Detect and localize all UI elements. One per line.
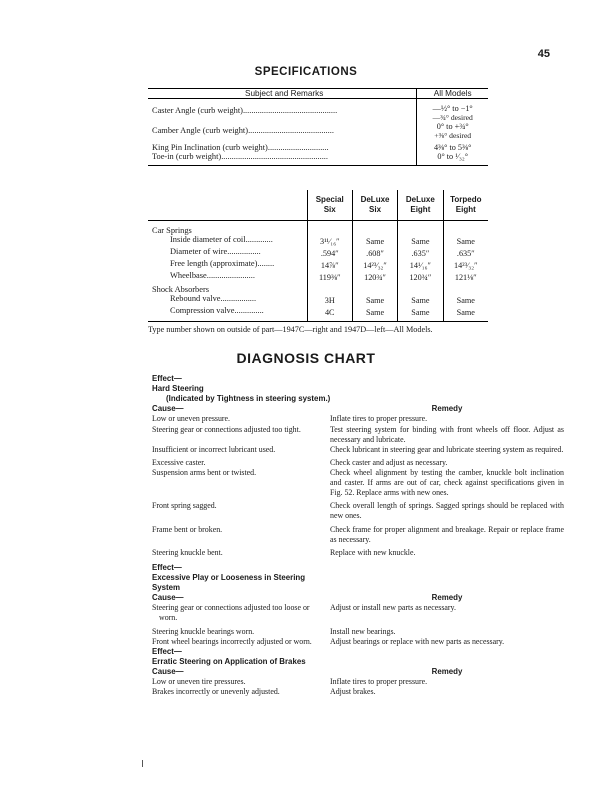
diagnosis-row	[152, 501, 564, 521]
diagnosis-row	[152, 468, 564, 498]
springs-cell: Same	[443, 235, 488, 247]
remedy-label: Remedy	[431, 404, 463, 414]
page-number: 45	[537, 48, 550, 60]
table-row: King Pin Inclination (curb weight).............................	[152, 143, 329, 152]
springs-cell: Same	[352, 294, 397, 306]
spec-row-value: 0° to +¾°	[436, 122, 469, 131]
cause-label: Cause—	[152, 666, 184, 676]
springs-col-special-six: Special Six	[307, 190, 352, 221]
spec-row-value: 0° to ¹⁄₃₂°	[437, 152, 468, 161]
cause-text: Low or uneven tire pressures.	[152, 677, 246, 687]
effect-title: Hard Steering	[152, 384, 204, 394]
cause-text: Steering gear or connections adjusted too loose or worn.	[152, 603, 310, 623]
springs-cell: Same	[398, 306, 443, 321]
spec-header-models: All Models	[417, 89, 488, 99]
springs-cell: Same	[352, 235, 397, 247]
springs-row-label: Compression valve	[170, 306, 235, 315]
remedy-label: Remedy	[431, 666, 463, 676]
spec-row-label: Toe-in (curb weight)	[152, 152, 222, 161]
diagnosis-row	[152, 687, 564, 697]
cause-text: Front spring sagged.	[152, 501, 217, 511]
spec-row-label: Caster Angle (curb weight)	[152, 106, 243, 115]
spec-row-label: King Pin Inclination (curb weight)	[152, 143, 268, 152]
remedy-text: Install new bearings.	[330, 626, 396, 636]
table-row: Toe-in (curb weight)...................................................	[148, 152, 417, 166]
remedy-text: Adjust bearings or replace with new parts as necessary.	[330, 636, 505, 646]
cause-text: Steering gear or connections adjusted too tight.	[152, 424, 301, 434]
springs-row-label: Rebound valve	[170, 294, 221, 303]
cause-text: Steering knuckle bent.	[152, 547, 223, 557]
diagnosis-row	[152, 637, 564, 647]
springs-col-deluxe-six: DeLuxe Six	[352, 190, 397, 221]
diagnosis-row	[152, 525, 564, 545]
remedy-text: Adjust or install new parts as necessary.	[330, 603, 456, 613]
diagnosis-row	[152, 458, 564, 468]
diagnosis-row	[152, 627, 564, 637]
springs-row-label: Free length (approximate)	[170, 259, 258, 268]
springs-cell: 120¾″	[352, 271, 397, 283]
springs-col-torpedo-eight: Torpedo Eight	[443, 190, 488, 221]
remedy-text: Inflate tires to proper pressure.	[330, 414, 428, 424]
springs-cell: 14²³⁄₃₂″	[352, 259, 397, 271]
springs-cell: Same	[398, 294, 443, 306]
diagnosis-row	[152, 414, 564, 424]
effect-subtitle: (Indicated by Tightness in steering system.)	[166, 394, 331, 404]
springs-cell: Same	[443, 294, 488, 306]
remedy-text: Check lubricant in steering gear and lubricate steering system as required.	[330, 444, 564, 454]
springs-table	[148, 190, 488, 322]
remedy-label: Remedy	[431, 593, 463, 603]
effect-label: Effect—	[152, 562, 182, 572]
springs-cell: .608″	[352, 247, 397, 259]
spec-row-value: 4⅜° to 5⅜°	[433, 143, 472, 152]
springs-cell: Same	[443, 306, 488, 321]
remedy-text: Replace with new knuckle.	[330, 547, 416, 557]
cause-text: Suspension arms bent or twisted.	[152, 467, 257, 477]
remedy-text: Check frame for proper alignment and breakage. Repair or replace frame as necessary.	[330, 524, 564, 544]
cause-text: Brakes incorrectly or unevenly adjusted.	[152, 687, 280, 697]
remedy-text: Check caster and adjust as necessary.	[330, 457, 448, 467]
diagnosis-chart-heading: DIAGNOSIS CHART	[236, 350, 376, 366]
remedy-text: Inflate tires to proper pressure.	[330, 677, 428, 687]
diagnosis-row	[152, 677, 564, 687]
cause-label: Cause—	[152, 593, 184, 603]
table-row: Free length (approximate)........ 14⅞″ 14²³⁄₃₂″ 14¹⁄₁₆″ 14²³⁄₃₂″	[148, 259, 488, 271]
springs-cell: 4C	[307, 306, 352, 321]
springs-cell: Same	[352, 306, 397, 321]
springs-cell: 3¹¹⁄₁₆″	[307, 235, 352, 247]
page-edge-mark	[142, 760, 143, 767]
cause-label: Cause—	[152, 404, 184, 414]
spec-row-value-note: +⅜° desired	[434, 131, 472, 140]
springs-cell: 14⅞″	[307, 259, 352, 271]
remedy-text: Adjust brakes.	[330, 687, 376, 697]
remedy-text: Check wheel alignment by testing the camber, knuckle bolt inclination and caster. If arms are out of car, check against specifications given in Fig. 52. Replace arms with new ones.	[330, 467, 564, 498]
diagnosis-row	[152, 603, 564, 623]
specifications-table	[148, 88, 488, 166]
specifications-heading: SPECIFICATIONS	[254, 66, 358, 78]
table-row: Rebound valve................. 3H Same Same Same	[148, 294, 488, 306]
springs-cell: Same	[398, 235, 443, 247]
springs-header-blank	[148, 190, 307, 221]
diagnosis-chart	[152, 374, 564, 697]
springs-note: Type number shown on outside of part—1947C—right and 1947D—left—All Models.	[148, 325, 433, 334]
table-row: Camber Angle (curb weight).........................................	[152, 126, 334, 135]
spec-row-value: —½° to −1°	[432, 104, 473, 113]
diagnosis-row	[152, 425, 564, 445]
diagnosis-row	[152, 548, 564, 558]
cause-text: Front wheel bearings incorrectly adjusted or worn.	[152, 636, 312, 646]
springs-col-deluxe-eight: DeLuxe Eight	[398, 190, 443, 221]
cause-text: Steering knuckle bearings worn.	[152, 626, 255, 636]
effect-label: Effect—	[152, 374, 182, 383]
springs-cell: .635″	[398, 247, 443, 259]
spec-header-subject: Subject and Remarks	[148, 89, 417, 99]
springs-cell: .594″	[307, 247, 352, 259]
springs-cell: 119⅜″	[307, 271, 352, 283]
spec-row-label: Camber Angle (curb weight)	[152, 126, 249, 135]
spec-row-value-note: —¾° desired	[432, 113, 473, 122]
springs-cell: 3H	[307, 294, 352, 306]
springs-row-label: Inside diameter of coil	[170, 235, 246, 244]
springs-cell: 14²³⁄₃₂″	[443, 259, 488, 271]
remedy-text: Check overall length of springs. Sagged springs should be replaced with new ones.	[330, 501, 564, 521]
springs-row-label: Diameter of wire	[170, 247, 228, 256]
springs-row-label: Wheelbase	[170, 271, 207, 280]
springs-group-shock-absorbers: Shock Absorbers	[152, 285, 209, 294]
table-row: Compression valve.............. 4C Same Same Same	[148, 306, 488, 321]
diagnosis-row	[152, 445, 564, 455]
cause-text: Insufficient or incorrect lubricant used.	[152, 444, 276, 454]
springs-cell: 120¾″	[398, 271, 443, 283]
springs-cell: 14¹⁄₁₆″	[398, 259, 443, 271]
effect-title: Erratic Steering on Application of Brakes	[152, 656, 306, 666]
table-row: Diameter of wire................ .594″ .608″ .635″ .635″	[148, 247, 488, 259]
cause-text: Low or uneven pressure.	[152, 414, 231, 424]
cause-text: Excessive caster.	[152, 457, 206, 467]
springs-cell: 121⅛″	[443, 271, 488, 283]
effect-label: Effect—	[152, 646, 182, 656]
table-row: Wheelbase....................... 119⅜″ 120¾″ 120¾″ 121⅛″	[148, 271, 488, 283]
springs-group-car-springs: Car Springs	[152, 226, 192, 235]
table-row: Inside diameter of coil............. 3¹¹⁄₁₆″ Same Same Same	[148, 235, 488, 247]
springs-cell: .635″	[443, 247, 488, 259]
cause-text: Frame bent or broken.	[152, 524, 223, 534]
effect-title: Excessive Play or Looseness in Steering System	[152, 572, 306, 593]
remedy-text: Test steering system for binding with front wheels off floor. Adjust as necessary and lubricate.	[330, 424, 564, 444]
table-row: Caster Angle (curb weight).............................................	[152, 106, 338, 115]
